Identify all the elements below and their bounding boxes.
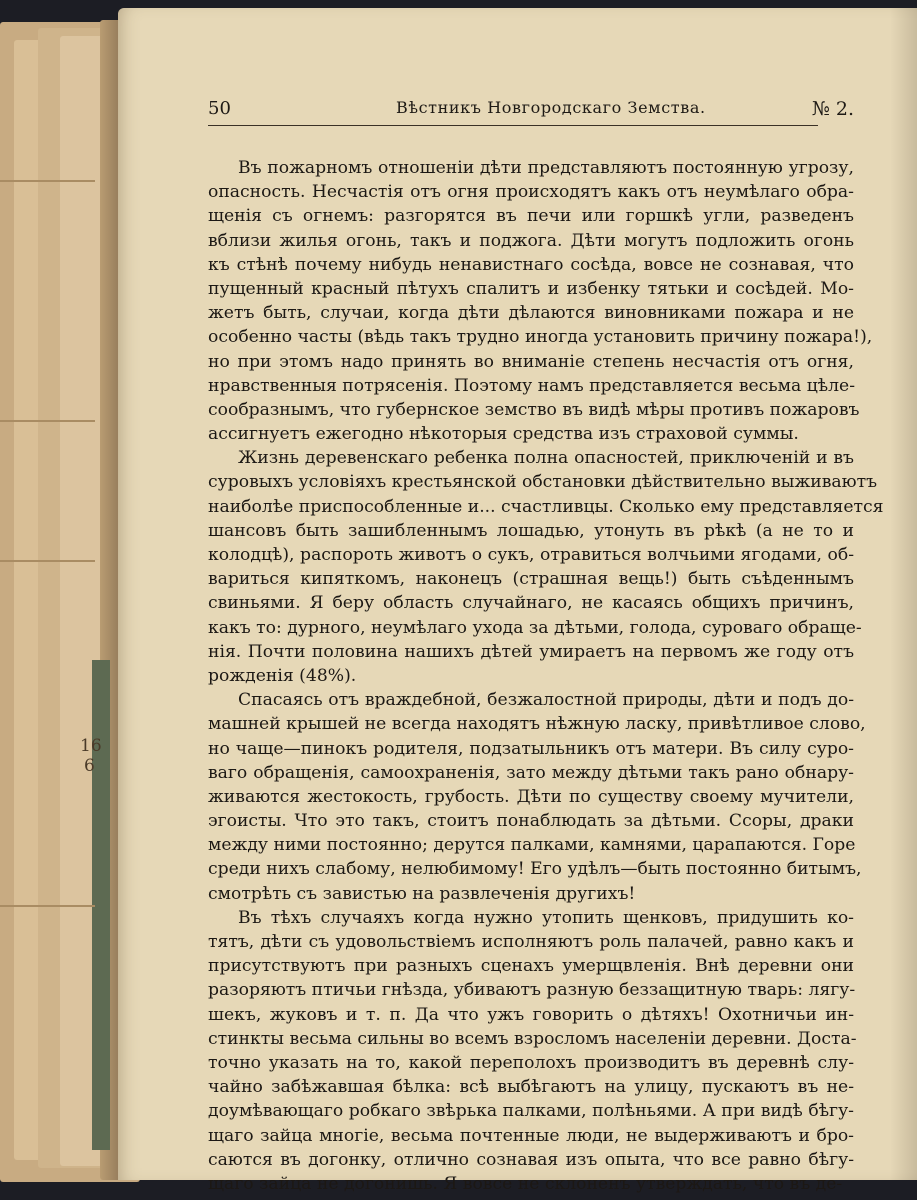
text-line: рожденія (48%).: [208, 665, 357, 686]
text-line: но чаще—пинокъ родителя, подзатыльникъ отъ матери. Въ силу суро-: [208, 738, 854, 759]
text-line: колодцѣ), распороть животъ о сукъ, отравиться волчьими ягодами, об-: [208, 545, 854, 565]
text-line: живаются жестокость, грубость. Дѣти по существу своему мучители,: [208, 786, 854, 807]
page-curl-shadow: [890, 8, 917, 1180]
paragraph: [208, 688, 866, 906]
text-line: шекъ, жуковъ и т. п. Да что ужъ говорить о дѣтяхъ! Охотничьи ин-: [208, 1004, 854, 1025]
book-page: [118, 8, 917, 1194]
text-line: машней крышей не всегда находятъ нѣжную ласку, привѣтливое слово,: [208, 714, 866, 735]
page-tear: [0, 560, 95, 562]
text-line: Спасаясь отъ враждебной, безжалостной природы, дѣти и подъ до-: [238, 690, 854, 711]
text-line: эгоисты. Что это такъ, стоитъ понаблюдать за дѣтьми. Ссоры, драки: [208, 811, 854, 832]
text-line: Въ пожарномъ отношеніи дѣти представляютъ постоянную угрозу,: [238, 158, 854, 178]
text-line: щаго зайца многіе, весьма почтенные люди, не выдерживаютъ и бро-: [208, 1125, 854, 1146]
running-title: Вѣстникъ Новгородскаго Земства.: [396, 98, 706, 117]
text-line: пущенный красный пѣтухъ спалитъ и избенку тятьки и сосѣдей. Мо-: [208, 278, 854, 299]
text-line: чайно забѣжавшая бѣлка: всѣ выбѣгаютъ на улицу, пускаютъ въ не-: [208, 1077, 854, 1098]
margin-mark: 16: [80, 736, 102, 756]
text-line: ассигнуетъ ежегодно нѣкоторыя средства изъ страховой суммы.: [208, 424, 799, 445]
text-line: сообразнымъ, что губернское земство въ видѣ мѣры противъ пожаровъ: [208, 399, 860, 420]
text-line: опасность. Несчастія отъ огня происходятъ какъ отъ неумѣлаго обра-: [208, 182, 854, 203]
text-line: особенно часты (вѣдь такъ трудно иногда установить причину пожара!),: [208, 327, 873, 348]
paragraph: [208, 446, 884, 688]
text-line: тятъ, дѣти съ удовольствіемъ исполняютъ роль палачей, равно какъ и: [208, 932, 854, 952]
text-line: стинкты весьма сильны во всемъ взросломъ населеніи деревни. Доста-: [208, 1028, 857, 1049]
text-line: щенія съ огнемъ: разгорятся въ печи или горшкѣ угли, разведенъ: [208, 206, 854, 227]
text-line: щаго зайца не догонишь. Я вовсе не склоненъ утверждать, что въ де-: [208, 1173, 843, 1194]
text-line: свиньями. Я беру область случайнаго, не касаясь общихъ причинъ,: [208, 593, 854, 614]
issue-number: № 2.: [811, 98, 854, 120]
text-line: какъ то: дурного, неумѣлаго ухода за дѣтьми, голода, суроваго обраще-: [208, 617, 862, 638]
text-line: доумѣвающаго робкаго звѣрька палками, полѣньями. А при видѣ бѣгу-: [208, 1101, 854, 1122]
text-line: среди нихъ слабому, нелюбимому! Его удѣлъ—быть постоянно битымъ,: [208, 859, 862, 880]
page-number: 50: [208, 98, 231, 119]
text-line: между ними постоянно; дерутся палками, камнями, царапаются. Горе: [208, 835, 856, 856]
page-tear: [0, 420, 95, 422]
running-header: [208, 94, 854, 124]
margin-mark: 6: [84, 756, 95, 776]
text-line: саются въ догонку, отлично сознавая изъ опыта, что все равно бѣгу-: [208, 1149, 854, 1170]
text-line: ваго обращенія, самоохраненія, зато между дѣтьми такъ рано обнару-: [208, 762, 854, 783]
text-line: суровыхъ условіяхъ крестьянской обстановки дѣйствительно выживаютъ: [208, 472, 878, 493]
page-tear: [0, 905, 95, 907]
text-line: наиболѣе приспособленные и... счастливцы. Сколько ему представляется: [208, 496, 884, 517]
text-line: смотрѣть съ завистью на развлеченія другихъ!: [208, 883, 636, 904]
article-body: [208, 156, 884, 1196]
text-line: къ стѣнѣ почему нибудь ненавистнаго сосѣда, вовсе не сознавая, что: [208, 254, 854, 275]
text-line: нія. Почти половина нашихъ дѣтей умираетъ на первомъ же году отъ: [208, 641, 854, 662]
text-line: вблизи жилья огонь, такъ и поджога. Дѣти могутъ подложить огонь: [208, 230, 854, 251]
paragraph: [208, 906, 857, 1196]
text-line: нравственныя потрясенія. Поэтому намъ представляется весьма цѣле-: [208, 375, 856, 396]
text-line: но при этомъ надо принять во вниманіе степень несчастія отъ огня,: [208, 351, 854, 372]
text-line: вариться кипяткомъ, наконецъ (страшная вещь!) быть съѣденнымъ: [208, 569, 854, 590]
page-tear: [0, 180, 95, 182]
text-line: точно указать на то, какой переполохъ производитъ въ деревнѣ слу-: [208, 1052, 854, 1073]
paragraph: [208, 156, 873, 446]
text-line: разоряютъ птичьи гнѣзда, убиваютъ разную беззащитную тварь: лягу-: [208, 980, 856, 1001]
text-line: шансовъ быть зашибленнымъ лошадью, утонуть въ рѣкѣ (а не то и: [208, 520, 854, 541]
text-line: Въ тѣхъ случаяхъ когда нужно утопить щенковъ, придушить ко-: [238, 907, 854, 928]
text-line: жетъ быть, случаи, когда дѣти дѣлаются виновниками пожара и не: [208, 303, 854, 324]
text-line: Жизнь деревенскаго ребенка полна опасностей, приключеній и въ: [238, 448, 854, 469]
text-line: присутствуютъ при разныхъ сценахъ умерщвленія. Внѣ деревни они: [208, 956, 854, 977]
header-rule: [208, 125, 818, 126]
